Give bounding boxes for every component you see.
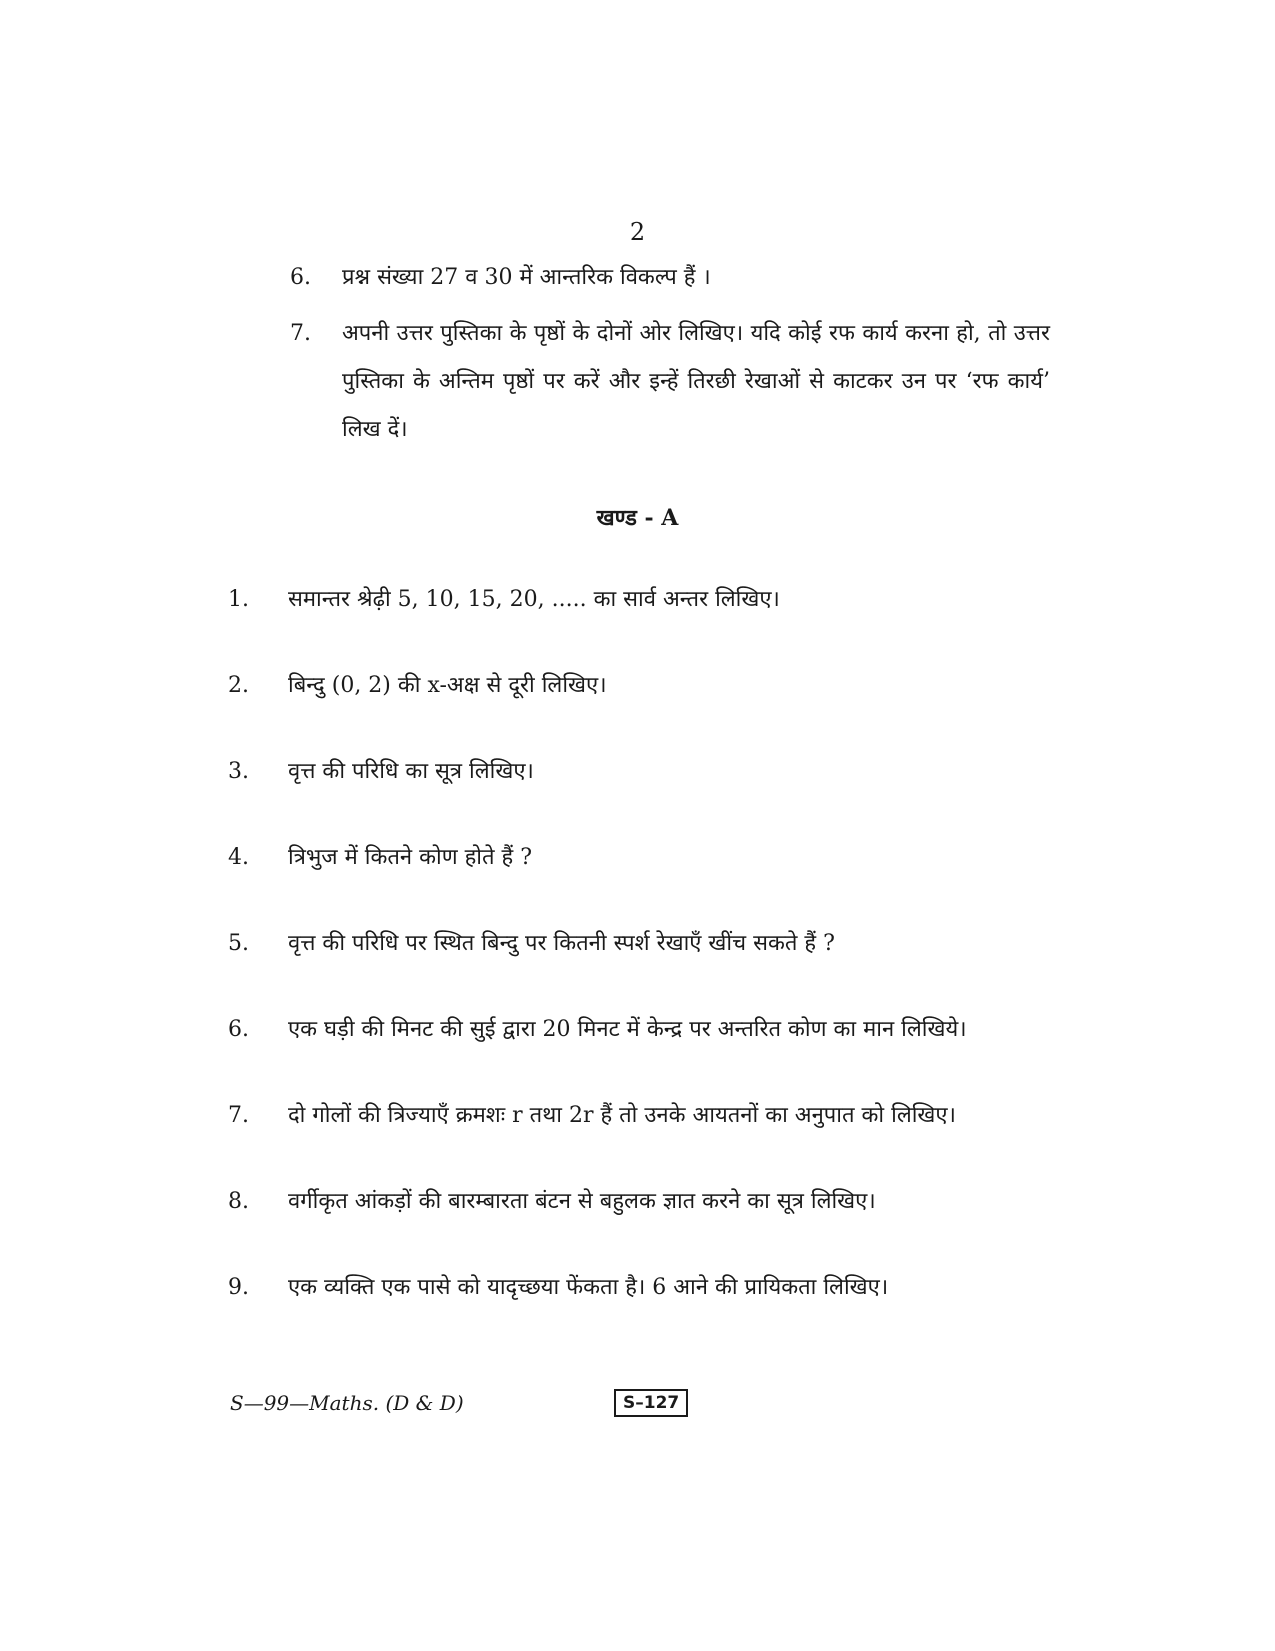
instruction-text: प्रश्न संख्या 27 व 30 में आन्तरिक विकल्प हैं ।	[342, 265, 711, 290]
question-item	[228, 1098, 1048, 1134]
question-item	[228, 840, 1048, 876]
question-number: 2.	[228, 673, 249, 698]
footer-series-code: S–127	[614, 1389, 688, 1417]
question-number: 3.	[228, 759, 249, 784]
question-text: वृत्त की परिधि का सूत्र लिखिए।	[288, 759, 534, 784]
question-item	[228, 582, 1048, 618]
question-item	[228, 926, 1048, 962]
instruction-number: 6.	[290, 265, 311, 290]
question-text: त्रिभुज में कितने कोण होते हैं ?	[288, 845, 532, 870]
section-title: खण्ड - A	[596, 505, 679, 531]
instruction-number: 7.	[290, 321, 311, 346]
question-item	[228, 1184, 1048, 1220]
instruction-text: अपनी उत्तर पुस्तिका के पृष्ठों के दोनों ओर लिखिए। यदि कोई रफ कार्य करना हो, तो उत्तर पुस्तिका के अन्तिम पृष्ठों पर करें और इन्हें तिरछी रेखाओं से काटकर उन पर ‘रफ कार्य’ लिख दें।	[342, 321, 1050, 442]
footer-paper-code: S—99—Maths. (D & D)	[230, 1391, 464, 1415]
question-item	[228, 1270, 1048, 1306]
question-item	[228, 754, 1048, 790]
question-number: 7.	[228, 1103, 249, 1128]
instruction-item	[290, 254, 1050, 302]
question-text: वर्गीकृत आंकड़ों की बारम्बारता बंटन से बहुलक ज्ञात करने का सूत्र लिखिए।	[288, 1189, 876, 1214]
question-text: वृत्त की परिधि पर स्थित बिन्दु पर कितनी स्पर्श रेखाएँ खींच सकते हैं ?	[288, 931, 835, 956]
instruction-item	[290, 310, 1050, 454]
question-text: समान्तर श्रेढ़ी 5, 10, 15, 20, ..... का सार्व अन्तर लिखिए।	[288, 587, 780, 612]
page-number: 2	[629, 218, 646, 246]
question-number: 9.	[228, 1275, 249, 1300]
question-item	[228, 668, 1048, 704]
question-text: एक व्यक्ति एक पासे को यादृच्छया फेंकता है। 6 आने की प्रायिकता लिखिए।	[288, 1275, 889, 1300]
question-text: बिन्दु (0, 2) की x-अक्ष से दूरी लिखिए।	[288, 673, 607, 698]
question-text: एक घड़ी की मिनट की सुई द्वारा 20 मिनट में केन्द्र पर अन्तरित कोण का मान लिखिये।	[288, 1017, 967, 1042]
question-text: दो गोलों की त्रिज्याएँ क्रमशः r तथा 2r हैं तो उनके आयतनों का अनुपात को लिखिए।	[288, 1103, 956, 1128]
question-number: 4.	[228, 845, 249, 870]
question-number: 8.	[228, 1189, 249, 1214]
question-number: 1.	[228, 587, 249, 612]
question-number: 5.	[228, 931, 249, 956]
question-number: 6.	[228, 1017, 249, 1042]
question-item	[228, 1012, 1048, 1048]
